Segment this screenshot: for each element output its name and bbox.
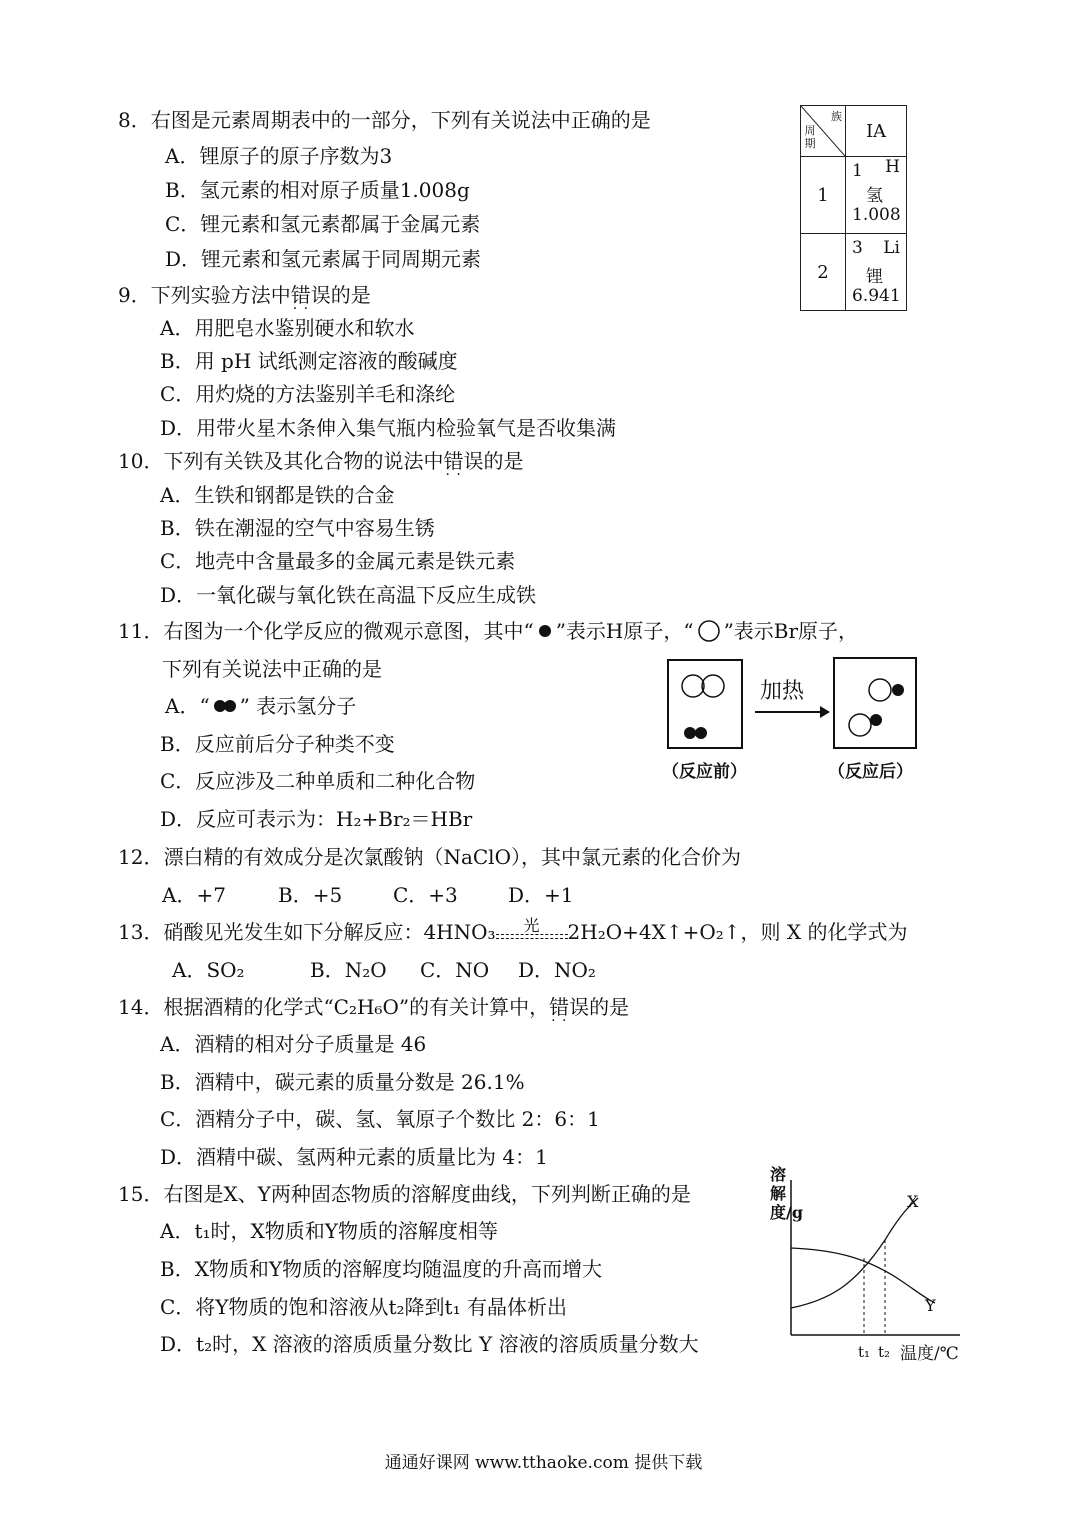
corner-period-label: 周期 [804, 124, 816, 150]
q10-option-b: B．铁在潮湿的空气中容易生锈 [160, 516, 435, 540]
period-number: 2 [801, 234, 846, 311]
atomic-number: 3 [852, 238, 863, 258]
arrow-head-icon [820, 706, 830, 718]
periodic-table [800, 105, 907, 311]
q12-option-d: D．+1 [508, 883, 574, 907]
curve-x [791, 1198, 918, 1308]
q13-stem: 13．硝酸见光发生如下分解反应：4HNO₃ 光 2H₂O+4X↑+O₂↑，则 X 的化学式为 [118, 916, 908, 944]
q12-option-a: A．+7 [162, 883, 226, 907]
q10-option-c: C．地壳中含量最多的金属元素是铁元素 [160, 549, 516, 573]
atomic-mass: 1.008 [852, 205, 901, 225]
q9-option-b: B．用 pH 试纸测定溶液的酸碱度 [160, 349, 458, 373]
period-number: 1 [801, 157, 846, 234]
t1-label: t₁ [858, 1343, 871, 1361]
element-cell-h [846, 157, 907, 234]
emphasis-mark: 错误 · · [549, 995, 589, 1019]
element-symbol: Li [883, 238, 900, 258]
q13-option-a: A．SO₂ [172, 958, 245, 982]
q14-stem: 14．根据酒精的化学式“C₂H₆O”的有关计算中，错误 · ·的是 [118, 995, 629, 1019]
series-y-label: Y [925, 1296, 936, 1315]
q15-stem: 15．右图是X、Y两种固态物质的溶解度曲线，下列判断正确的是 [118, 1182, 691, 1206]
after-box [834, 658, 916, 748]
h-atom-icon [534, 622, 556, 640]
q11-stem: 11．右图为一个化学反应的微观示意图，其中“ ”表示H原子，“ ”表示Br原子， [118, 619, 859, 643]
table-corner [801, 106, 846, 157]
q13-option-d: D．NO₂ [518, 958, 596, 982]
q9-stem: 9．下列实验方法中错误 · ·的是 [118, 283, 371, 307]
q12-option-b: B．+5 [278, 883, 343, 907]
reaction-condition: 光 [496, 924, 568, 939]
br-atom-icon [702, 675, 724, 697]
q8-option-d: D．锂元素和氢元素属于同周期元素 [165, 247, 482, 271]
q15-option-d: D．t₂时，X 溶液的溶质质量分数比 Y 溶液的溶质质量分数大 [160, 1332, 699, 1356]
group-header: IA [846, 106, 907, 157]
q11-stem-line2: 下列有关说法中正确的是 [162, 657, 382, 681]
curve-y [791, 1248, 935, 1303]
after-label: （反应后） [828, 762, 913, 782]
q10-stem: 10．下列有关铁及其化合物的说法中错误 · ·的是 [118, 449, 523, 473]
q11-option-b: B．反应前后分子种类不变 [160, 732, 395, 756]
q9-option-d: D．用带火星木条伸入集气瓶内检验氧气是否收集满 [160, 416, 617, 440]
q11-option-d: D．反应可表示为：H₂+Br₂＝HBr [160, 807, 473, 831]
heat-label: 加热 [760, 679, 805, 704]
q8-option-a: A．锂原子的原子序数为3 [165, 144, 393, 168]
q11-option-c: C．反应涉及二种单质和二种化合物 [160, 769, 476, 793]
emphasis-mark: 错误 · · [443, 449, 483, 473]
element-name: 氢 [866, 186, 883, 206]
q9-option-c: C．用灼烧的方法鉴别羊毛和涤纶 [160, 382, 456, 406]
q14-option-c: C．酒精分子中，碳、氢、氧原子个数比 2：6：1 [160, 1107, 600, 1131]
h2-molecule-icon [210, 697, 240, 715]
br-atom-icon [694, 620, 724, 642]
series-x-label: X [907, 1192, 919, 1211]
q12-option-c: C．+3 [393, 883, 458, 907]
q8-stem: 8．右图是元素周期表中的一部分，下列有关说法中正确的是 [118, 108, 651, 132]
h-atom-icon [870, 714, 882, 726]
br-atom-icon [869, 679, 891, 701]
solubility-graph [760, 1160, 970, 1370]
q13-option-c: C．NO [420, 958, 490, 982]
graph-ylabel: 溶解度/g [770, 1165, 804, 1222]
h-atom-icon [695, 727, 707, 739]
graph-xlabel: 温度/℃ [900, 1344, 959, 1364]
h-atom-icon [892, 684, 904, 696]
q9-option-a: A．用肥皂水鉴别硬水和软水 [160, 316, 415, 340]
q12-stem: 12．漂白精的有效成分是次氯酸钠（NaClO），其中氯元素的化合价为 [118, 845, 741, 869]
before-label: （反应前） [662, 762, 747, 782]
q14-option-b: B．酒精中，碳元素的质量分数是 26.1% [160, 1070, 525, 1094]
q15-option-a: A．t₁时，X物质和Y物质的溶解度相等 [160, 1219, 498, 1243]
element-cell-li [846, 234, 907, 311]
corner-group-label: 族 [831, 110, 842, 123]
h-atom-icon [684, 727, 696, 739]
q8-option-c: C．锂元素和氢元素都属于金属元素 [165, 212, 481, 236]
q14-option-d: D．酒精中碳、氢两种元素的质量比为 4：1 [160, 1145, 548, 1169]
q15-option-c: C．将Y物质的饱和溶液从t₂降到t₁ 有晶体析出 [160, 1295, 567, 1319]
q13-option-b: B．N₂O [310, 958, 387, 982]
br-atom-icon [682, 675, 704, 697]
q15-option-b: B．X物质和Y物质的溶解度均随温度的升高而增大 [160, 1257, 603, 1281]
q11-option-a: A．“ ” 表示氢分子 [165, 694, 357, 718]
q8-option-b: B．氢元素的相对原子质量1.008g [165, 178, 470, 202]
emphasis-mark: 错误 · · [291, 283, 331, 307]
element-symbol: H [885, 157, 900, 177]
element-name: 锂 [866, 267, 883, 287]
page-footer: 通通好课网 www.tthaoke.com 提供下载 [384, 1453, 703, 1473]
t2-label: t₂ [878, 1343, 891, 1361]
q10-option-d: D．一氧化碳与氧化铁在高温下反应生成铁 [160, 583, 537, 607]
atomic-mass: 6.941 [852, 286, 901, 306]
atomic-number: 1 [852, 161, 863, 181]
q10-option-a: A．生铁和钢都是铁的合金 [160, 483, 395, 507]
br-atom-icon [849, 714, 871, 736]
q14-option-a: A．酒精的相对分子质量是 46 [160, 1032, 427, 1056]
